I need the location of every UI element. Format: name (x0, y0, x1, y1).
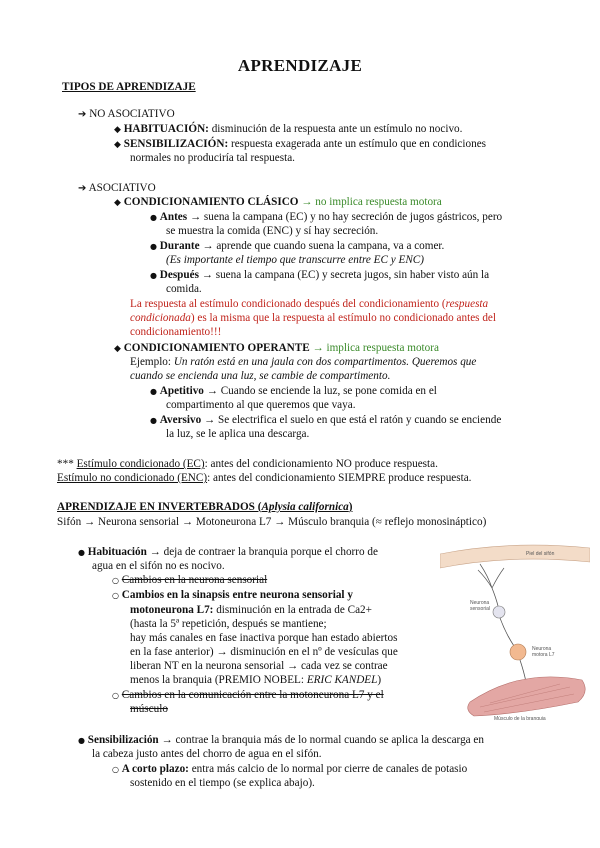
label-motor-neuron-1: Neurona (532, 646, 552, 652)
corto-plazo-text-cont: sostenido en el tiempo (se explica abajo). (130, 777, 315, 789)
hab-text-cont: agua en el sifón no es nocivo. (92, 560, 225, 572)
durante-item (150, 239, 444, 254)
hab-sub-2-line-5: en la fase anterior) → disminución en el nº de vesículas que (130, 646, 398, 658)
sensory-endings (478, 564, 504, 588)
habituacion-term: HABITUACIÓN: (123, 123, 209, 135)
aversivo-text: → Se electrifica el suelo en que está el ratón y cuando se enciende (201, 414, 502, 426)
section-heading-tipos: TIPOS DE APRENDIZAJE (62, 81, 196, 93)
sens-text-cont: la cabeza justo antes del chorro de agua en el sifón. (92, 748, 322, 760)
hab-sub-2 (112, 588, 353, 603)
invertebrados-heading (57, 500, 353, 514)
red-note-italic: respuesta (445, 298, 489, 310)
clasico-item (114, 195, 442, 210)
ec-prefix: *** (57, 458, 77, 470)
diamond-bullet-icon: ◆ (114, 125, 121, 135)
sensory-axon-top (492, 588, 498, 606)
ec-text: : antes del condicionamiento NO produce respuesta. (204, 458, 438, 470)
corto-plazo-term: A corto plazo: (121, 763, 189, 775)
hab-sub-2-text: disminución en la entrada de Ca2+ (213, 604, 372, 616)
ec-term: Estímulo condicionado (EC) (76, 458, 205, 470)
apetitivo-item (150, 384, 437, 399)
arrow-bullet-icon: ➔ (78, 183, 87, 194)
apetitivo-term: Apetitivo (159, 385, 204, 397)
hab-sub-2-line-4: hay más canales en fase inactiva porque han estado abiertos (130, 632, 398, 644)
sensibilizacion-item (114, 137, 486, 152)
enc-text: : antes del condicionamiento SIEMPRE produce respuesta. (207, 472, 472, 484)
despues-item (150, 268, 489, 283)
hab-sub-1 (112, 573, 267, 588)
hab-sub-2-line-2 (130, 603, 372, 617)
ejemplo-line-2: cuando se encienda una luz, se cambie de compartimento. (130, 370, 391, 382)
despues-text: → suena la campana (EC) y secreta jugos, sin haber visto aún la (198, 269, 490, 281)
label-motor-neuron-2: motora L7 (532, 652, 555, 658)
hab-sub-2-line-3: (hasta la 5ª repetición, después se mantiene; (130, 618, 327, 630)
bullet-dot-icon: ● (78, 548, 85, 557)
hab-sub-2-title: Cambios en la sinapsis entre neurona sensorial y (121, 589, 353, 601)
siphon-skin (440, 545, 590, 568)
motor-neuron-body (510, 644, 526, 660)
hab-text: → deja de contraer la branquia porque el chorro de (146, 546, 378, 558)
page-title: APRENDIZAJE (237, 56, 363, 75)
antes-text-cont: se muestra la comida (ENC) y sí hay secreción. (166, 225, 379, 237)
red-note-italic: condicionada (130, 312, 191, 324)
hab-item (78, 545, 378, 560)
habituacion-item (114, 122, 462, 137)
label-sensory-neuron-2: sensorial (470, 606, 491, 612)
bullet-dot-icon: ● (150, 242, 157, 251)
bullet-dot-icon: ● (78, 736, 85, 745)
aversivo-term: Aversivo (159, 414, 202, 426)
nobel-close: ) (377, 674, 382, 686)
hab-sub-2-line-6: liberan NT en la neurona sensorial → cada vez se contrae (130, 660, 388, 672)
no-asociativo-label: NO ASOCIATIVO (89, 108, 175, 120)
durante-text: → aprende que cuando suena la campana, va a comer. (199, 240, 445, 252)
ejemplo-line-1 (130, 355, 476, 369)
enc-term: Estímulo no condicionado (ENC) (57, 472, 208, 484)
apetitivo-text: → Cuando se enciende la luz, se pone comida en el (203, 385, 437, 397)
nobel-text: menos la branquia (PREMIO NOBEL: (130, 674, 307, 686)
operante-item (114, 341, 439, 356)
ejemplo-label: Ejemplo: (130, 356, 174, 368)
antes-term: Antes (159, 211, 188, 223)
hab-term: Habituación (87, 546, 147, 558)
aversivo-text-cont: la luz, se le aplica una descarga. (166, 428, 310, 440)
sensory-axon-bottom (500, 618, 514, 646)
sensibilizacion-text: respuesta exagerada ante un estímulo que en condiciones (228, 138, 487, 150)
red-note-line-2 (130, 311, 496, 325)
sens-text: → contrae la branquia más de lo normal cuando se aplica la descarga en (158, 734, 484, 746)
bullet-dot-icon: ● (150, 416, 157, 425)
enc-note (57, 471, 471, 485)
diamond-bullet-icon: ◆ (114, 344, 121, 354)
bullet-dot-icon: ● (150, 271, 157, 280)
invertebrados-heading-text: APRENDIZAJE EN INVERTEBRADOS ( (57, 501, 262, 513)
hab-sub-3 (112, 688, 384, 703)
aversivo-item (150, 413, 501, 428)
red-note-line-1 (130, 297, 488, 311)
despues-term: Después (159, 269, 199, 281)
circle-bullet-icon: ○ (112, 591, 119, 600)
aplysia-circuit-figure (440, 542, 590, 720)
label-siphon-skin: Piel del sifón (526, 551, 555, 557)
circle-bullet-icon: ○ (112, 576, 119, 585)
hab-sub-2-line-7 (130, 673, 381, 687)
habituacion-text: disminución de la respuesta ante un estímulo no nocivo. (208, 123, 463, 135)
red-note-text: ) es la misma que la respuesta al estímulo no condicionado antes del (190, 312, 496, 324)
ec-note (57, 457, 438, 471)
sensory-neuron-body (493, 606, 505, 618)
corto-plazo-text: entra más calcio de lo normal por cierre de canales de potasio (188, 763, 468, 775)
durante-term: Durante (159, 240, 200, 252)
invertebrados-heading-close: ) (348, 501, 353, 513)
asociativo-line (78, 181, 156, 196)
pathway-line: Sifón → Neurona sensorial → Motoneurona L7 → Músculo branquia (≈ reflejo monosináptico) (57, 516, 487, 528)
durante-note: (Es importante el tiempo que transcurre entre EC y ENC) (166, 254, 424, 266)
operante-note: → implica respuesta motora (312, 342, 439, 354)
no-asociativo-line (78, 107, 175, 122)
arrow-bullet-icon: ➔ (78, 109, 87, 120)
nobel-name: ERIC KANDEL (306, 674, 378, 686)
circle-bullet-icon: ○ (112, 765, 119, 774)
hab-sub-2-bold: motoneurona L7: (130, 604, 214, 616)
circle-bullet-icon: ○ (112, 691, 119, 700)
apetitivo-text-cont: compartimento al que queremos que vaya. (166, 399, 356, 411)
label-sensory-neuron-1: Neurona (470, 600, 490, 606)
sens-item (78, 733, 484, 748)
corto-plazo-item (112, 762, 467, 777)
bullet-dot-icon: ● (150, 213, 157, 222)
hab-sub-3-text: Cambios en la comunicación entre la motoneurona L7 y el (121, 689, 384, 701)
antes-text: → suena la campana (EC) y no hay secreción de jugos gástricos, pero (187, 211, 503, 223)
bullet-dot-icon: ● (150, 387, 157, 396)
species-name: Aplysia californica (261, 501, 349, 513)
red-note-text: La respuesta al estímulo condicionado después del condicionamiento ( (130, 298, 446, 310)
diamond-bullet-icon: ◆ (114, 198, 121, 208)
clasico-term: CONDICIONAMIENTO CLÁSICO (123, 196, 299, 208)
despues-text-cont: comida. (166, 283, 202, 295)
operante-term: CONDICIONAMIENTO OPERANTE (123, 342, 310, 354)
sensibilizacion-text-cont: normales no produciría tal respuesta. (130, 152, 295, 164)
diamond-bullet-icon: ◆ (114, 140, 121, 150)
antes-item (150, 210, 502, 225)
ejemplo-text: Un ratón está en una jaula con dos compartimentos. Queremos que (173, 356, 477, 368)
label-gill-muscle: Músculo de la branquia (494, 716, 546, 720)
clasico-note: → no implica respuesta motora (301, 196, 442, 208)
hab-sub-3-cont: músculo (130, 703, 168, 715)
red-note-line-3: condicionamiento!!! (130, 326, 222, 338)
sens-term: Sensibilización (87, 734, 159, 746)
sensibilizacion-term: SENSIBILIZACIÓN: (123, 138, 229, 150)
asociativo-label: ASOCIATIVO (88, 182, 156, 194)
hab-sub-1-text: Cambios en la neurona sensorial (121, 574, 268, 586)
motor-axon (520, 660, 526, 682)
